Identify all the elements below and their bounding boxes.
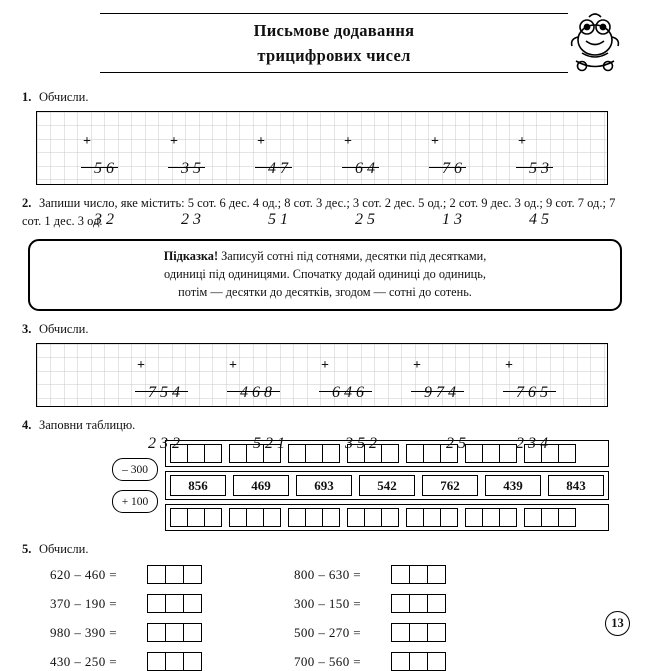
- column-sum-1: 56 32: [94, 160, 118, 228]
- answer-cell[interactable]: [558, 508, 576, 527]
- answer-cell[interactable]: [524, 508, 542, 527]
- equation-text: 620 – 460 =: [50, 566, 117, 582]
- answer-cell[interactable]: [482, 508, 500, 527]
- equation-text: 500 – 270 =: [294, 624, 361, 640]
- answer-cells[interactable]: [391, 565, 446, 584]
- plus-sign-11: +: [505, 358, 513, 374]
- hint-label: Підказка!: [163, 249, 219, 263]
- plus-sign-6: +: [518, 134, 526, 149]
- answer-cell[interactable]: [183, 565, 202, 584]
- table-value: 856: [170, 475, 226, 496]
- sum-rule-11: [503, 391, 556, 392]
- answer-cells[interactable]: [391, 623, 446, 642]
- answer-cells[interactable]: [229, 508, 281, 527]
- answer-cell[interactable]: [187, 444, 205, 463]
- column-sum-3: 47 51: [268, 160, 292, 228]
- table-value: 439: [485, 475, 541, 496]
- column-sum-2: 35 23: [181, 160, 205, 228]
- sum-rule-2: [168, 167, 205, 168]
- answer-cells[interactable]: [347, 508, 399, 527]
- answer-cell[interactable]: [409, 652, 428, 671]
- answer-cell[interactable]: [391, 623, 410, 642]
- equation-text: 980 – 390 =: [50, 624, 117, 640]
- plus-sign-7: +: [137, 358, 145, 374]
- answer-cell[interactable]: [482, 444, 500, 463]
- answer-cell[interactable]: [347, 508, 365, 527]
- answer-cell[interactable]: [147, 652, 166, 671]
- task-3-heading: Обчисли.: [39, 322, 89, 337]
- answer-cell[interactable]: [165, 623, 184, 642]
- equation-row: [50, 623, 202, 642]
- equation-row: [294, 565, 446, 584]
- answer-cell[interactable]: [147, 623, 166, 642]
- equation-row: [50, 594, 202, 613]
- answer-cell[interactable]: [427, 594, 446, 613]
- answer-cells[interactable]: [524, 508, 576, 527]
- answer-cell[interactable]: [427, 623, 446, 642]
- answer-cell[interactable]: [288, 444, 306, 463]
- answer-cell[interactable]: [183, 623, 202, 642]
- answer-cell[interactable]: [147, 594, 166, 613]
- column-sum-11: 765 234: [516, 384, 552, 453]
- task-3-number: 3.: [22, 322, 32, 337]
- answer-cell[interactable]: [288, 508, 306, 527]
- operation-plus-100[interactable]: + 100: [112, 490, 158, 513]
- answer-cell[interactable]: [499, 444, 517, 463]
- equation-text: 300 – 150 =: [294, 595, 361, 611]
- answer-cell[interactable]: [187, 508, 205, 527]
- answer-cell[interactable]: [440, 508, 458, 527]
- equation-text: 700 – 560 =: [294, 653, 361, 669]
- plus-sign-5: +: [431, 134, 439, 149]
- task-4-number: 4.: [22, 418, 32, 433]
- answer-cell[interactable]: [406, 444, 424, 463]
- sum-rule-8: [227, 391, 280, 392]
- task-1: [22, 88, 628, 106]
- answer-cell[interactable]: [165, 652, 184, 671]
- answer-cell[interactable]: [391, 565, 410, 584]
- equation-text: 800 – 630 =: [294, 566, 361, 582]
- hint-text-2: одиниці під одиницями. Спочатку додай одиниці до одиниць,: [164, 266, 486, 281]
- equation-row: [50, 652, 202, 671]
- plus-sign-4: +: [344, 134, 352, 149]
- answer-cells[interactable]: [147, 623, 202, 642]
- page-title-line2: трицифрових чисел: [257, 45, 411, 65]
- hint-text-3: потім — десятки до десятків, згодом — сотні до сотень.: [178, 284, 472, 299]
- answer-cells[interactable]: [391, 652, 446, 671]
- table-value: 843: [548, 475, 604, 496]
- plus-sign-3: +: [257, 134, 265, 149]
- answer-row-bottom[interactable]: [165, 504, 609, 531]
- answer-cell[interactable]: [391, 652, 410, 671]
- header-rule-bottom: [100, 72, 568, 73]
- answer-cells[interactable]: [465, 444, 517, 463]
- equation-row: [294, 594, 446, 613]
- answer-cell[interactable]: [165, 565, 184, 584]
- sum-rule-3: [255, 167, 292, 168]
- answer-cell[interactable]: [381, 508, 399, 527]
- hint-line-1: [44, 248, 606, 266]
- operation-minus-300[interactable]: – 300: [112, 458, 158, 481]
- answer-cells[interactable]: [147, 594, 202, 613]
- plus-sign-10: +: [413, 358, 421, 374]
- table-value: 762: [422, 475, 478, 496]
- task-5: [22, 540, 628, 558]
- equation-text: 430 – 250 =: [50, 653, 117, 669]
- answer-cells[interactable]: [147, 565, 202, 584]
- answer-cell[interactable]: [541, 508, 559, 527]
- answer-cell[interactable]: [170, 508, 188, 527]
- table-value: 542: [359, 475, 415, 496]
- task-1-number: 1.: [22, 90, 32, 104]
- task-5-heading: Обчисли.: [39, 542, 89, 557]
- answer-cell[interactable]: [558, 444, 576, 463]
- sum-rule-4: [342, 167, 379, 168]
- column-sum-7: 754 232: [148, 384, 184, 453]
- answer-cell[interactable]: [165, 594, 184, 613]
- mascot-frog-icon: [564, 9, 626, 79]
- sum-rule-7: [135, 391, 188, 392]
- answer-cell[interactable]: [423, 508, 441, 527]
- column-sum-9: 646 352: [332, 384, 381, 453]
- column-sum-8: 468 521: [240, 384, 289, 453]
- page-number: 13: [605, 611, 630, 636]
- answer-cells[interactable]: [170, 508, 222, 527]
- answer-cell[interactable]: [409, 623, 428, 642]
- answer-cells[interactable]: [406, 508, 458, 527]
- answer-cell[interactable]: [409, 565, 428, 584]
- plus-sign-9: +: [321, 358, 329, 374]
- plus-sign-8: +: [229, 358, 237, 374]
- sum-rule-6: [516, 167, 553, 168]
- page-header: [100, 13, 568, 79]
- task-5-left-column: [50, 565, 202, 671]
- answer-cells[interactable]: [465, 508, 517, 527]
- table-value: 469: [233, 475, 289, 496]
- answer-cell[interactable]: [305, 508, 323, 527]
- equation-text: 370 – 190 =: [50, 595, 117, 611]
- task-3: [22, 320, 628, 338]
- task-2-text: Запиши число, яке містить: 5 сот. 6 дес. 4 од.; 8 сот. 3 дес.; 3 сот. 2 дес. 5 од.; 2 сот. 9 дес. 3 од.; 9 сот. 7 од.; 7 сот. 1 дес. 3 од.: [22, 196, 616, 228]
- sum-rule-9: [319, 391, 372, 392]
- answer-cell[interactable]: [204, 444, 222, 463]
- answer-cell[interactable]: [427, 652, 446, 671]
- task-1-heading: Обчисли.: [39, 90, 89, 104]
- column-sum-10: 974 25: [424, 384, 470, 453]
- answer-cell[interactable]: [305, 444, 323, 463]
- plus-sign-2: +: [170, 134, 178, 149]
- answer-cell[interactable]: [246, 508, 264, 527]
- hint-text-1: Записуй сотні під сотнями, десятки під десятками,: [221, 249, 487, 263]
- equation-row: [50, 565, 202, 584]
- equation-row: [294, 623, 446, 642]
- answer-cell[interactable]: [409, 594, 428, 613]
- answer-cell[interactable]: [499, 508, 517, 527]
- answer-cell[interactable]: [229, 508, 247, 527]
- answer-cell[interactable]: [391, 594, 410, 613]
- equation-row: [294, 652, 446, 671]
- sum-rule-10: [411, 391, 464, 392]
- answer-cell[interactable]: [183, 652, 202, 671]
- answer-cell[interactable]: [147, 565, 166, 584]
- sum-rule-5: [429, 167, 466, 168]
- column-sum-5: 76 13: [442, 160, 466, 228]
- task-5-equations: [50, 565, 628, 671]
- plus-sign-1: +: [83, 134, 91, 149]
- answer-cell[interactable]: [427, 565, 446, 584]
- answer-cell[interactable]: [322, 508, 340, 527]
- answer-cells[interactable]: [288, 508, 340, 527]
- answer-cell[interactable]: [406, 508, 424, 527]
- task-2-number: 2.: [22, 196, 32, 210]
- column-sum-6: 53 45: [529, 160, 553, 228]
- answer-cell[interactable]: [381, 444, 399, 463]
- sum-rule-1: [81, 167, 118, 168]
- page-title-line1: Письмове додавання: [253, 21, 415, 40]
- answer-cells[interactable]: [391, 594, 446, 613]
- table-value: 693: [296, 475, 352, 496]
- answer-cell[interactable]: [364, 508, 382, 527]
- task-5-right-column: [294, 565, 446, 671]
- column-sum-4: 64 25: [355, 160, 379, 228]
- answer-cell[interactable]: [465, 508, 483, 527]
- page-title: [100, 14, 568, 69]
- answer-cell[interactable]: [183, 594, 202, 613]
- answer-cells[interactable]: [147, 652, 202, 671]
- answer-cell[interactable]: [263, 508, 281, 527]
- answer-cell[interactable]: [204, 508, 222, 527]
- task-4-heading: Заповни таблицю.: [39, 418, 136, 433]
- task-5-number: 5.: [22, 542, 32, 557]
